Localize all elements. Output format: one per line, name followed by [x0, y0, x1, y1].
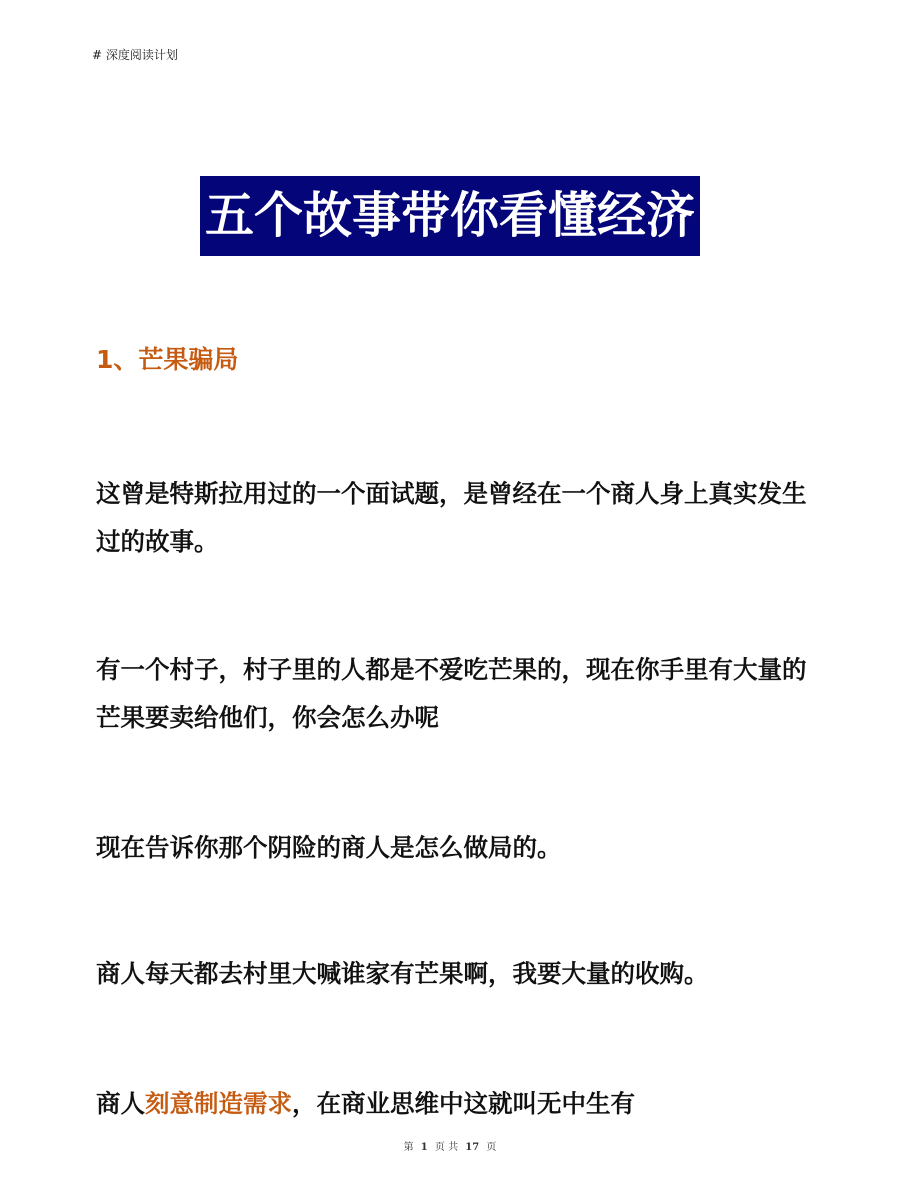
paragraph-question: 有一个村子，村子里的人都是不爱吃芒果的，现在你手里有大量的芒果要卖给他们，你会怎么办呢: [96, 655, 807, 732]
footer-page-number: 1: [420, 1142, 428, 1153]
paragraph-demand-prefix: 商人: [96, 1089, 145, 1118]
section-heading: 1、芒果骗局: [96, 345, 239, 374]
highlight-text: 刻意制造需求: [145, 1089, 292, 1118]
paragraph-demand: [96, 1080, 816, 1128]
footer-prefix: 第: [403, 1142, 414, 1153]
page-title: 五个故事带你看懂经济: [200, 176, 700, 256]
paragraph-intro: 这曾是特斯拉用过的一个面试题，是曾经在一个商人身上真实发生过的故事。: [96, 479, 807, 556]
paragraph-merchant-action: 商人每天都去村里大喊谁家有芒果啊，我要大量的收购。: [96, 959, 709, 988]
footer-suffix: 页: [486, 1142, 497, 1153]
footer-total-pages: 17: [465, 1142, 480, 1153]
header-tag: # 深度阅读计划: [92, 48, 178, 62]
paragraph-reveal: 现在告诉你那个阴险的商人是怎么做局的。: [96, 833, 562, 862]
title-container: [0, 176, 900, 256]
page-footer: [0, 1138, 900, 1153]
paragraph-demand-suffix: ，在商业思维中这就叫无中生有: [292, 1089, 635, 1118]
footer-middle: 页 共: [434, 1142, 459, 1153]
